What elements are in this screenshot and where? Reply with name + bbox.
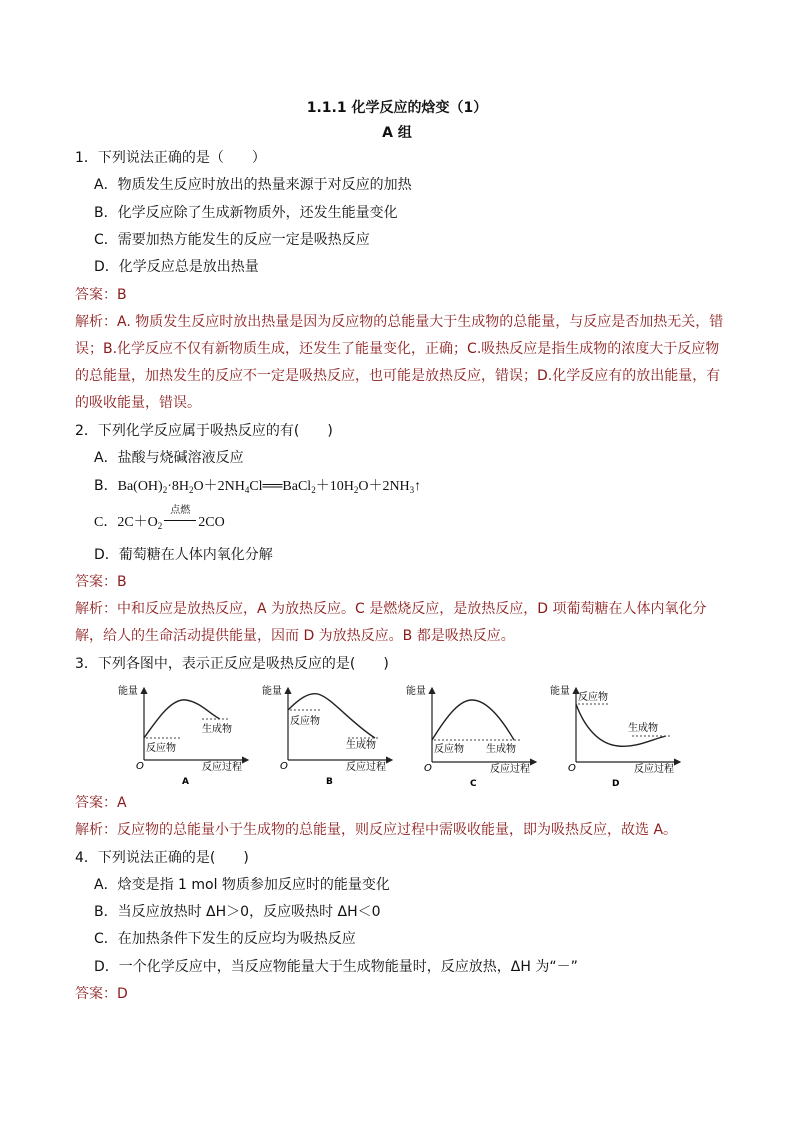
graph-c-y-axis-label: 能量 — [406, 686, 426, 697]
q1-option-c[interactable]: C．需要加热方能发生的反应一定是吸热反应 — [94, 232, 370, 248]
q3-answer: 答案：A — [75, 795, 127, 811]
graph-d-product-label: 生成物 — [628, 723, 658, 734]
group-heading: A 组 — [382, 125, 412, 141]
graph-b-letter: B — [326, 777, 333, 787]
graph-c[interactable] — [406, 684, 536, 789]
graph-a-product-label: 生成物 — [202, 724, 232, 735]
graph-a[interactable] — [118, 684, 248, 787]
reaction-condition: 点燃 — [164, 513, 196, 533]
q4-answer: 答案：D — [75, 986, 128, 1002]
graph-a-origin: O — [136, 761, 144, 772]
graph-b-x-axis-label: 反应过程 — [346, 762, 386, 773]
graph-b-product-label: 生成物 — [346, 740, 376, 751]
graph-d-origin: O — [568, 763, 576, 774]
graph-a-y-axis-label: 能量 — [118, 686, 138, 697]
q2-option-b-letter: B． — [94, 478, 118, 494]
graph-d-x-axis-label: 反应过程 — [634, 764, 674, 775]
graph-d-y-axis-label: 能量 — [550, 686, 570, 697]
q2-option-b-equation: $Ba(OH)_2\cdot 8H_2O+2NH_4Cl══BaCl_2+10H_2O+2NH_3↑$ — [117, 479, 422, 495]
q3-stem: 3．下列各图中，表示正反应是吸热反应的是( ) — [75, 656, 389, 672]
q2-stem: 2．下列化学反应属于吸热反应的有( ) — [75, 423, 333, 439]
q2-option-c-equation: C．$2C+O_2$ 点燃 2CO — [94, 505, 225, 531]
q2-answer: 答案：B — [75, 574, 127, 590]
graph-b-reactant-label: 反应物 — [290, 716, 320, 727]
q2-option-b[interactable] — [94, 476, 421, 500]
q2-explanation: 解析：中和反应是放热反应，A 为放热反应。C 是燃烧反应，是放热反应，D 项葡萄糖在人体内氧化分解，给人的生命活动提供能量，因而 D 为放热反应。B 都是吸热反应。 — [75, 601, 707, 644]
page-title: 1.1.1 化学反应的焓变（1） — [306, 100, 488, 116]
q4-option-a[interactable]: A．焓变是指 1 mol 物质参加反应时的能量变化 — [94, 877, 390, 893]
graph-d[interactable] — [550, 684, 680, 789]
q1-answer: 答案：B — [75, 287, 127, 303]
q2-option-d[interactable]: D．葡萄糖在人体内氧化分解 — [94, 547, 273, 563]
q2-option-c[interactable] — [94, 505, 225, 536]
graph-c-x-axis-label: 反应过程 — [490, 764, 530, 775]
q4-option-d[interactable]: D．一个化学反应中，当反应物能量大于生成物能量时，反应放热，ΔH 为“－” — [94, 959, 578, 975]
q4-option-b[interactable]: B．当反应放热时 ΔH＞0，反应吸热时 ΔH＜0 — [94, 904, 381, 920]
q1-stem: 1．下列说法正确的是（ ） — [75, 150, 266, 166]
graph-a-letter: A — [182, 777, 189, 787]
graph-c-product-label: 生成物 — [486, 744, 516, 755]
q1-option-d[interactable]: D．化学反应总是放出热量 — [94, 259, 259, 275]
graph-b-origin: O — [280, 761, 288, 772]
graph-c-origin: O — [424, 763, 432, 774]
graph-c-reactant-label: 反应物 — [434, 744, 464, 755]
q3-explanation: 解析：反应物的总能量小于生成物的总能量，则反应过程中需吸收能量，即为吸热反应，故选 A。 — [75, 822, 678, 838]
q1-option-b[interactable]: B．化学反应除了生成新物质外，还发生能量变化 — [94, 205, 398, 221]
energy-diagrams — [110, 680, 690, 790]
graph-d-letter: D — [612, 779, 620, 789]
graph-b[interactable] — [262, 684, 392, 787]
graph-a-reactant-label: 反应物 — [146, 743, 176, 754]
q4-stem: 4．下列说法正确的是( ) — [75, 850, 249, 866]
q4-option-c[interactable]: C．在加热条件下发生的反应均为吸热反应 — [94, 931, 356, 947]
graph-c-letter: C — [470, 779, 477, 789]
q1-explanation: 解析：A. 物质发生反应时放出热量是因为反应物的总能量大于生成物的总能量，与反应是否加热无关，错误；B.化学反应不仅有新物质生成，还发生了能量变化，正确；C.吸热反应是指生成物的浓度大于反应物的总能量，加热发生的反应不一定是吸热反应，也可能是放热反应，错误；D.化学反应有的放出能量，有的吸收能量，错误。 — [75, 314, 724, 411]
graph-d-reactant-label: 反应物 — [578, 692, 608, 703]
graph-a-x-axis-label: 反应过程 — [202, 762, 242, 773]
q2-option-a[interactable]: A．盐酸与烧碱溶液反应 — [94, 450, 244, 466]
q1-option-a[interactable]: A．物质发生反应时放出的热量来源于对反应的加热 — [94, 177, 412, 193]
graph-b-y-axis-label: 能量 — [262, 686, 282, 697]
